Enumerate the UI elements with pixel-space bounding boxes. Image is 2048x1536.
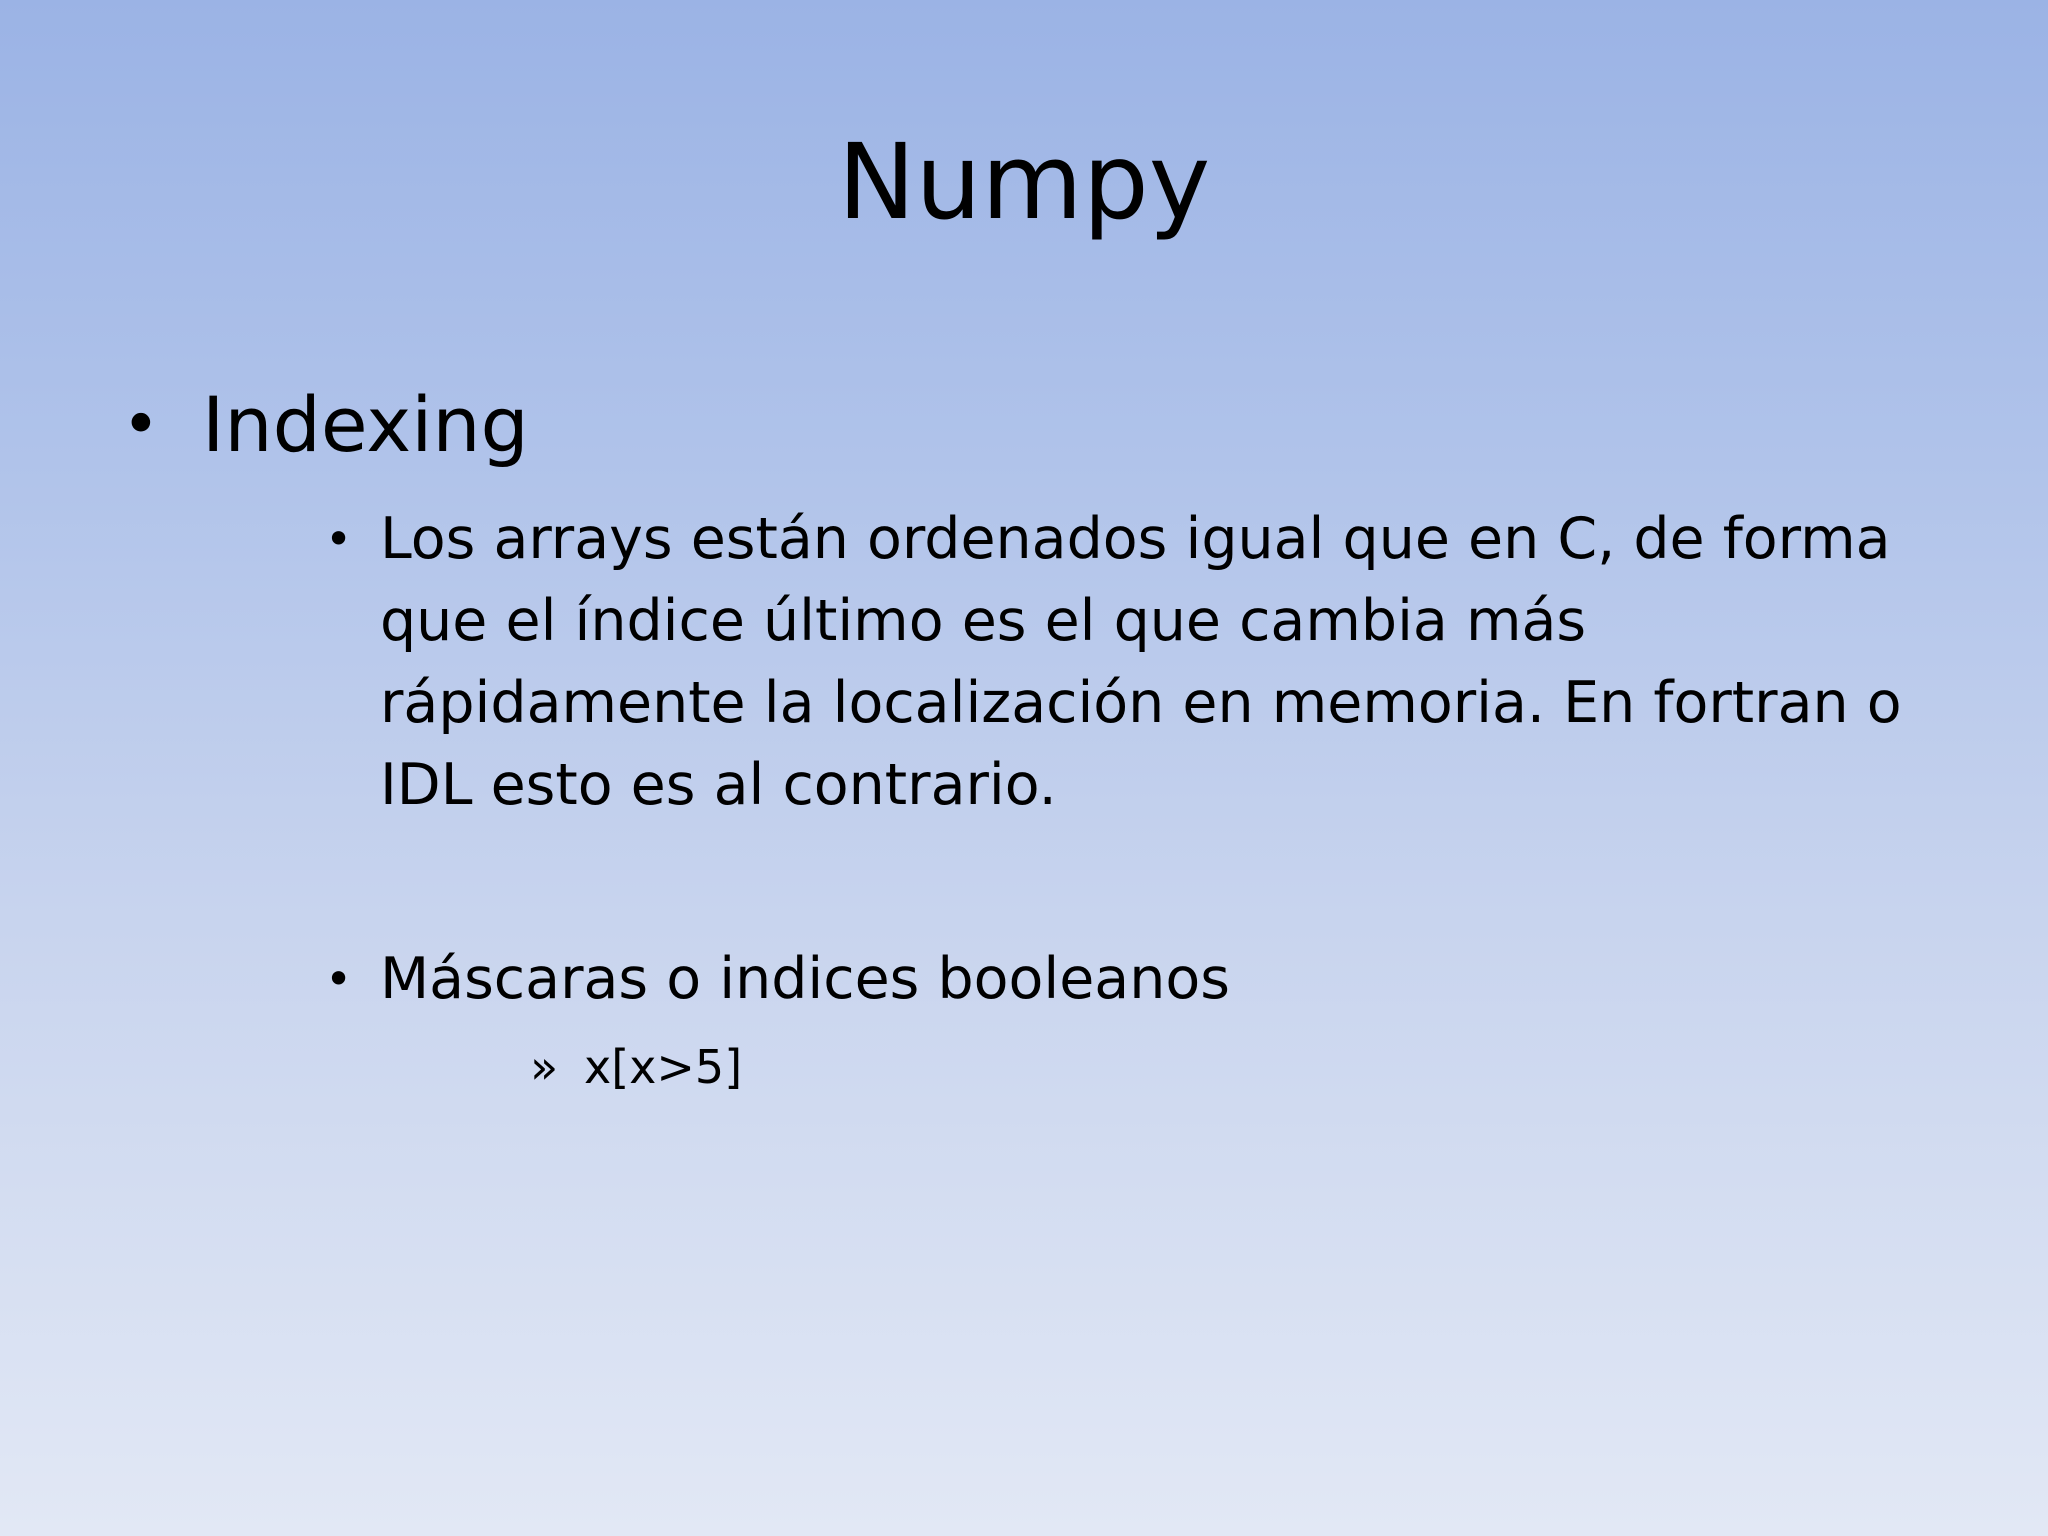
bullet-array-order (325, 498, 1965, 826)
sub-bullet-text: Máscaras o indices booleanos (380, 946, 1230, 1012)
code-example: x[x>5] (584, 1040, 743, 1094)
bullet-marker: • (122, 388, 160, 462)
bullet-mask-example (530, 1032, 1430, 1102)
bullet-masks (325, 938, 1965, 1020)
sub-bullet-marker: • (325, 952, 353, 1006)
bullet-indexing (122, 380, 1922, 470)
sub-bullet-text: Los arrays están ordenados igual que en C, de forma que el índice último es el que cambia más rápidamente la localización en memoria. En fortran o IDL esto es al contrario. (380, 506, 1902, 818)
sub-sub-bullet-marker: » (530, 1040, 559, 1094)
slide-title: Numpy (837, 121, 1211, 243)
sub-bullet-marker: • (325, 512, 353, 566)
bullet-text: Indexing (202, 380, 529, 469)
